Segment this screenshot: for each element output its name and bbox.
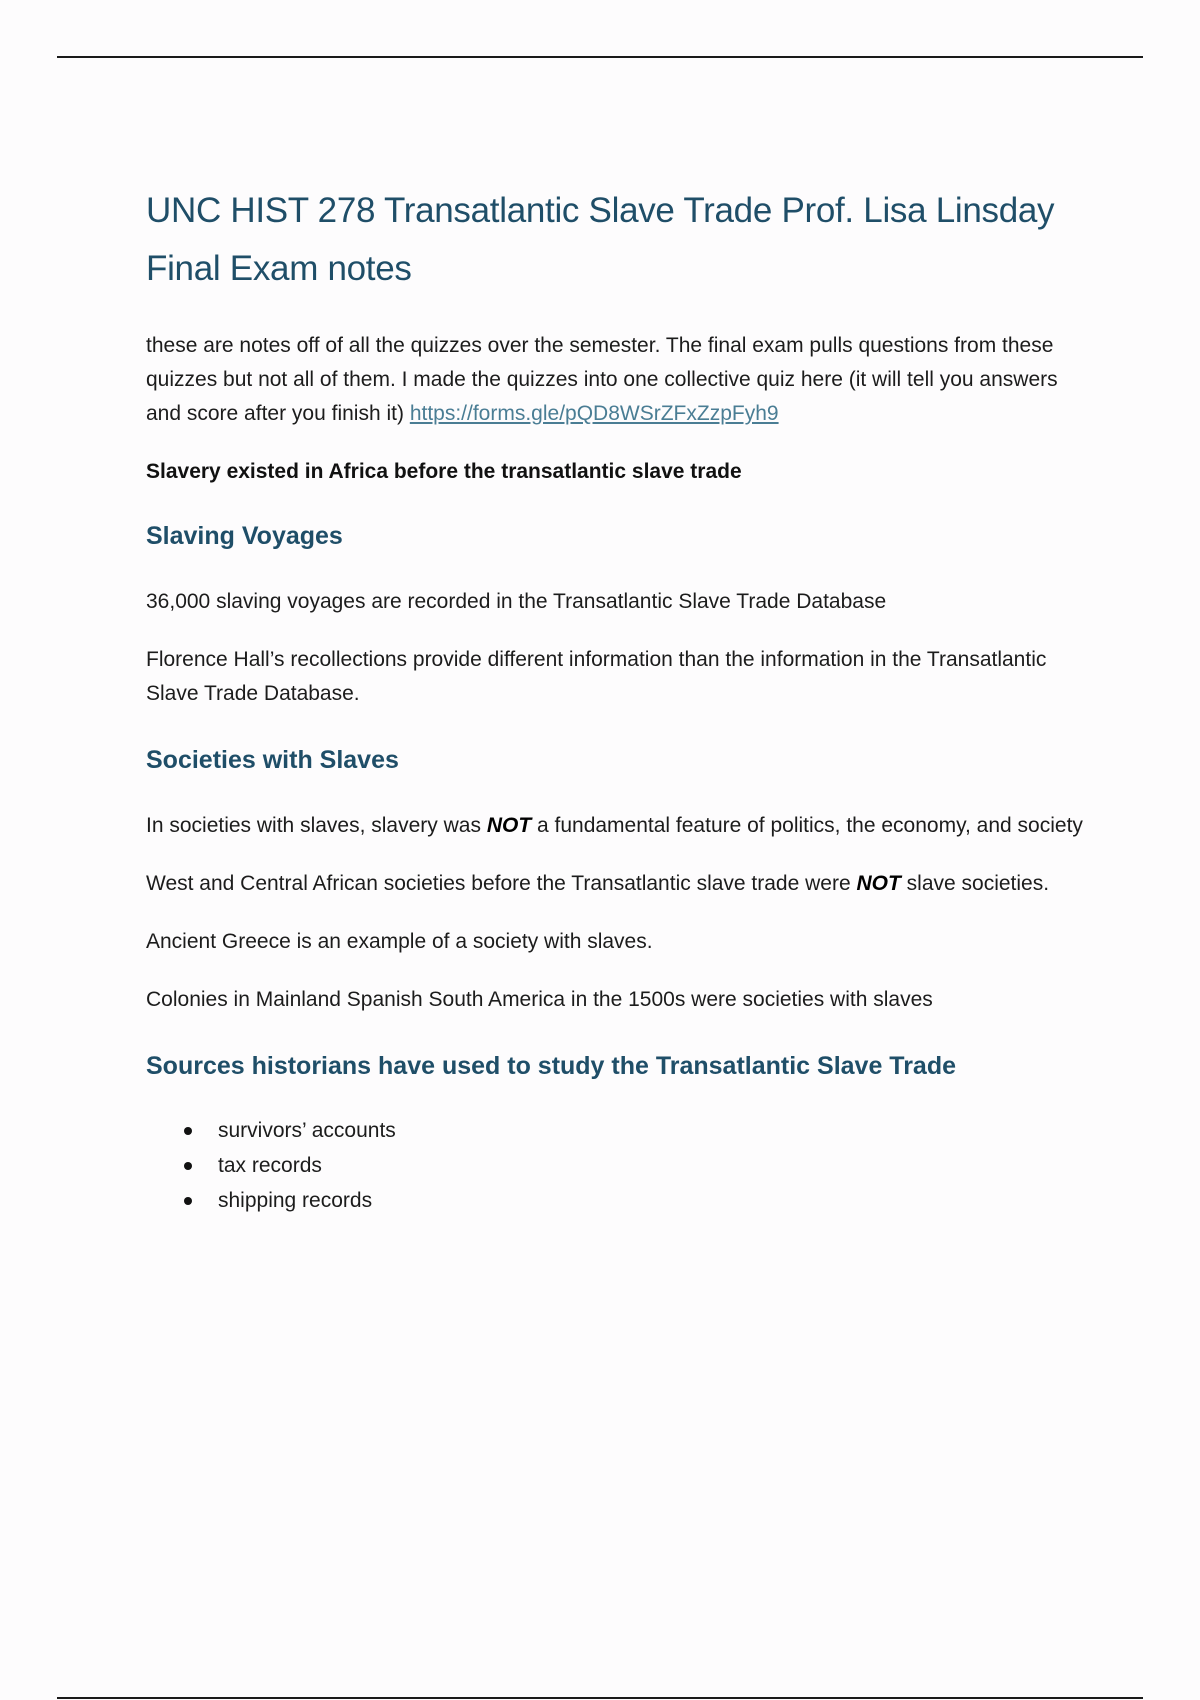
emphasis-not: NOT <box>486 814 532 837</box>
societies-p2-text-after: slave societies. <box>906 872 1050 895</box>
voyages-paragraph-2: Florence Hall’s recollections provide different information than the information in the Transatlantic Slave Trade Database. <box>146 648 1047 705</box>
emphasis-not: NOT <box>856 872 901 895</box>
list-item <box>146 1183 1086 1218</box>
societies-paragraph-3: Ancient Greece is an example of a society with slaves. <box>146 930 653 953</box>
list-item <box>146 1113 1086 1148</box>
societies-p2-text-before: West and Central African societies before the Transatlantic slave trade were <box>146 872 851 895</box>
heading-sources: Sources historians have used to study the Transatlantic Slave Trade <box>146 1052 956 1080</box>
societies-p1-text-after: a fundamental feature of politics, the economy, and society <box>536 814 1083 837</box>
voyages-paragraph-1: 36,000 slaving voyages are recorded in the Transatlantic Slave Trade Database <box>146 590 887 613</box>
document-title: UNC HIST 278 Transatlantic Slave Trade Prof. Lisa Linsday Final Exam notes <box>146 191 1055 288</box>
societies-paragraph-4: Colonies in Mainland Spanish South America in the 1500s were societies with slaves <box>146 988 933 1011</box>
list-item-text: shipping records <box>218 1189 373 1212</box>
list-item-text: survivors’ accounts <box>218 1119 396 1142</box>
footer-rule <box>57 1697 1143 1699</box>
document-body <box>146 182 1086 1218</box>
list-item <box>146 1148 1086 1183</box>
societies-paragraph-1 <box>146 809 1086 843</box>
header-rule <box>57 56 1143 58</box>
sources-list <box>146 1113 1086 1218</box>
list-item-text: tax records <box>218 1154 322 1177</box>
societies-p1-text-before: In societies with slaves, slavery was <box>146 814 481 837</box>
key-statement: Slavery existed in Africa before the transatlantic slave trade <box>146 460 742 483</box>
bullet-icon <box>184 1127 192 1135</box>
bullet-icon <box>184 1162 192 1170</box>
quiz-link[interactable]: https://forms.gle/pQD8WSrZFxZzpFyh9 <box>409 402 779 425</box>
intro-text: these are notes off of all the quizzes over the semester. The final exam pulls questions from these quizzes but not all of them. I made the quizzes into one collective quiz here (it will tell you answers and score after you finish it) <box>146 334 1058 425</box>
heading-slaving-voyages: Slaving Voyages <box>146 522 343 550</box>
bullet-icon <box>184 1197 192 1205</box>
societies-paragraph-2 <box>146 867 1086 901</box>
heading-societies-with-slaves: Societies with Slaves <box>146 746 399 774</box>
intro-paragraph <box>146 329 1086 431</box>
